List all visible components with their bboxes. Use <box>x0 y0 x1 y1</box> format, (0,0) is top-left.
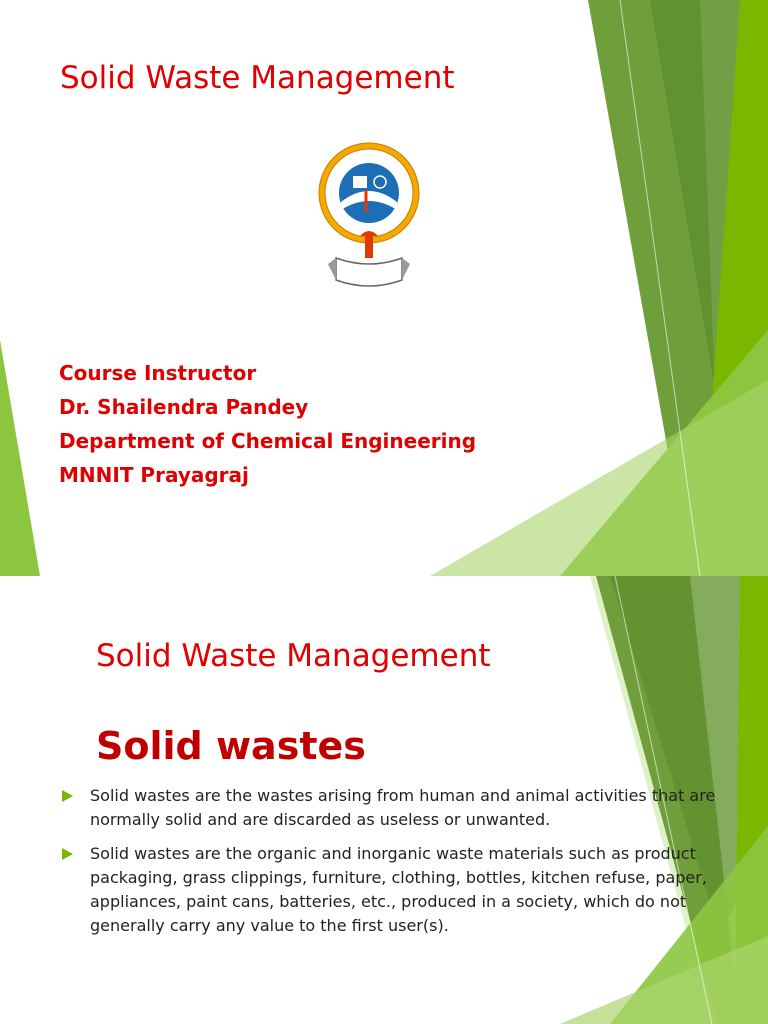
list-item <box>62 784 742 832</box>
list-item <box>62 842 742 938</box>
bullet-arrow-icon <box>62 848 73 860</box>
instructor-line: MNNIT Prayagraj <box>59 463 249 487</box>
instructor-line: Dr. Shailendra Pandey <box>59 395 309 419</box>
bullet-list <box>62 784 742 948</box>
bullet-text: Solid wastes are the wastes arising from human and animal activities that are normally solid and are discarded as useless or unwanted. <box>90 786 716 829</box>
slide-title: Solid Waste Management <box>60 60 455 96</box>
instructor-line: Department of Chemical Engineering <box>59 429 477 453</box>
bullet-arrow-icon <box>62 790 73 802</box>
slide-subtitle: Solid wastes <box>96 724 366 768</box>
instructor-line: Course Instructor <box>59 361 257 385</box>
bullet-text: Solid wastes are the organic and inorganic waste materials such as product packaging, grass clippings, furniture, clothing, bottles, kitchen refuse, paper, appliances, paint cans, batteries, etc., produced in a society, which do not generally carry any value to the first user(s). <box>90 844 707 935</box>
institute-logo <box>316 140 422 296</box>
mnnit-emblem-icon <box>316 140 422 296</box>
content-slide <box>0 576 768 1024</box>
slide-title: Solid Waste Management <box>96 638 491 674</box>
instructor-info <box>59 359 476 495</box>
